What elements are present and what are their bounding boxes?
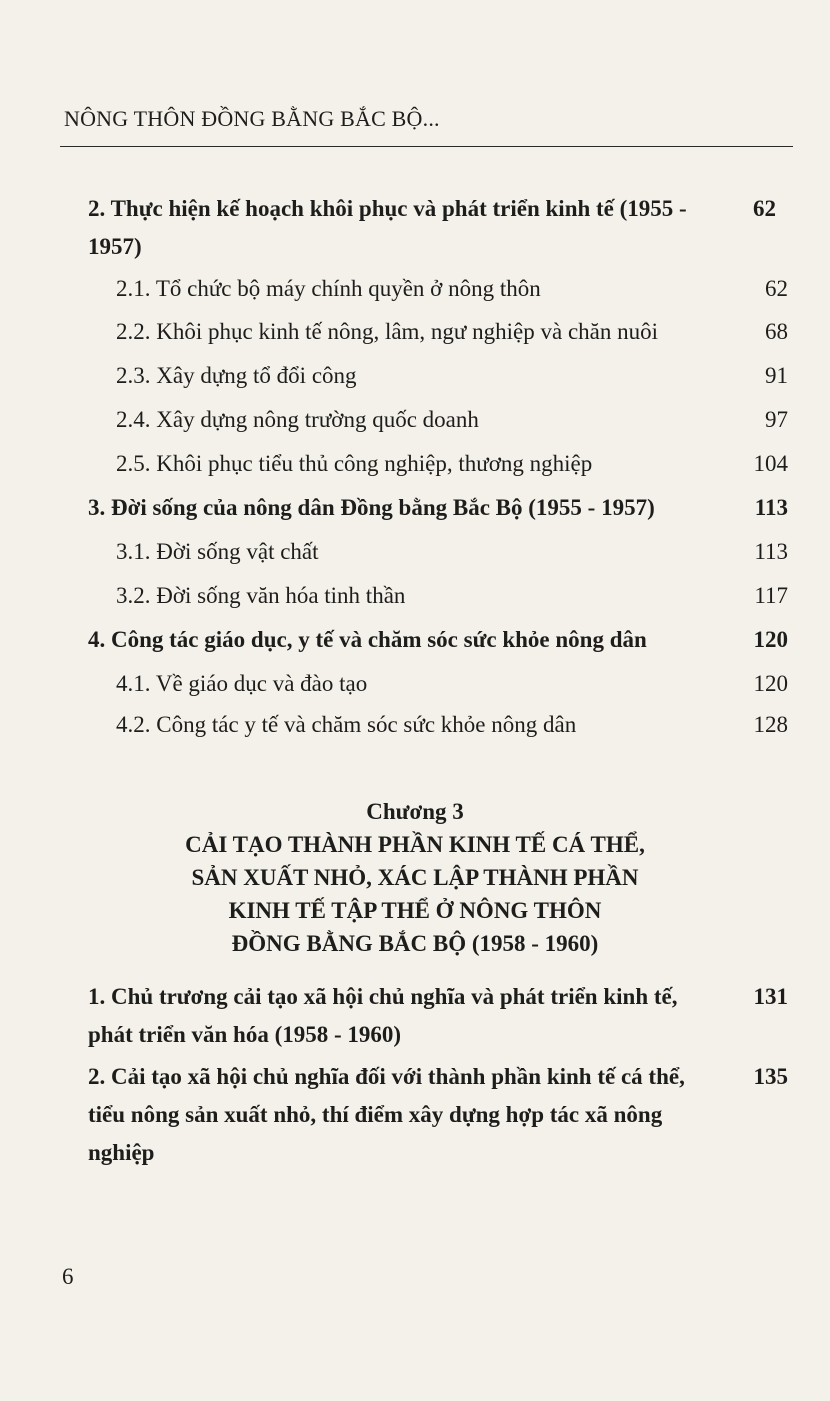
chapter-title-line: SẢN XUẤT NHỎ, XÁC LẬP THÀNH PHẦN — [191, 865, 639, 890]
toc-entry-page: 117 — [754, 583, 788, 608]
toc-entry-page: 113 — [754, 539, 788, 564]
toc-entry-title: 2.2. Khôi phục kinh tế nông, lâm, ngư nghiệp và chăn nuôi — [116, 319, 659, 344]
toc-entry-title: 4. Công tác giáo dục, y tế và chăm sóc sức khỏe nông dân — [88, 627, 647, 652]
header-rule — [60, 146, 793, 147]
chapter-title-line: KINH TẾ TẬP THỂ Ở NÔNG THÔN — [228, 898, 602, 923]
toc-entry-page: 62 — [765, 276, 788, 301]
toc-entry-title: 2.1. Tổ chức bộ máy chính quyền ở nông thôn — [116, 276, 541, 301]
toc-entry-title: 4.2. Công tác y tế và chăm sóc sức khỏe nông dân — [116, 712, 577, 737]
toc-entry-title: 2. Cải tạo xã hội chủ nghĩa đối với thành phần kinh tế cá thể, tiểu nông sản xuất nhỏ, thí điểm xây dựng hợp tác xã nông nghiệp — [88, 1064, 685, 1165]
chapter-3-heading[interactable] — [0, 795, 830, 960]
toc-entry-page: 128 — [753, 712, 788, 737]
toc-entry-page: 113 — [754, 495, 788, 520]
toc-entry-page: 62 — [753, 196, 776, 221]
toc-entry-page: 120 — [753, 627, 788, 652]
toc-entry-page: 131 — [753, 984, 788, 1009]
toc-entry-title: 2.4. Xây dựng nông trường quốc doanh — [116, 407, 479, 432]
chapter-title-line: ĐỒNG BẰNG BẮC BỘ (1958 - 1960) — [231, 931, 599, 956]
toc-entry-title: 3.2. Đời sống văn hóa tinh thần — [116, 583, 406, 608]
toc-entry-page: 104 — [753, 451, 788, 476]
running-header: NÔNG THÔN ĐỒNG BẰNG BẮC BỘ... — [64, 106, 440, 131]
toc-entry-title: 3.1. Đời sống vật chất — [116, 539, 319, 564]
toc-entry-page: 97 — [765, 407, 788, 432]
toc-entry-title: 2.3. Xây dựng tổ đổi công — [116, 363, 357, 388]
chapter-title-line: CẢI TẠO THÀNH PHẦN KINH TẾ CÁ THỂ, — [185, 832, 645, 857]
toc-entry-page: 68 — [765, 319, 788, 344]
toc-entry-title: 3. Đời sống của nông dân Đồng bằng Bắc Bộ (1955 - 1957) — [88, 495, 655, 520]
toc-entry-page: 135 — [753, 1064, 788, 1089]
toc-entry-title: 2. Thực hiện kế hoạch khôi phục và phát triển kinh tế (1955 - 1957) — [88, 196, 687, 259]
toc-entry-page: 120 — [753, 671, 788, 696]
toc-entry-title: 2.5. Khôi phục tiểu thủ công nghiệp, thương nghiệp — [116, 451, 593, 476]
toc-entry-title: 1. Chủ trương cải tạo xã hội chủ nghĩa và phát triển kinh tế, phát triển văn hóa (1958 - 1960) — [88, 984, 678, 1047]
toc-entry-title: 4.1. Về giáo dục và đào tạo — [116, 671, 368, 696]
page-number: 6 — [62, 1264, 74, 1289]
toc-entry-page: 91 — [765, 363, 788, 388]
chapter-label: Chương 3 — [366, 799, 464, 824]
